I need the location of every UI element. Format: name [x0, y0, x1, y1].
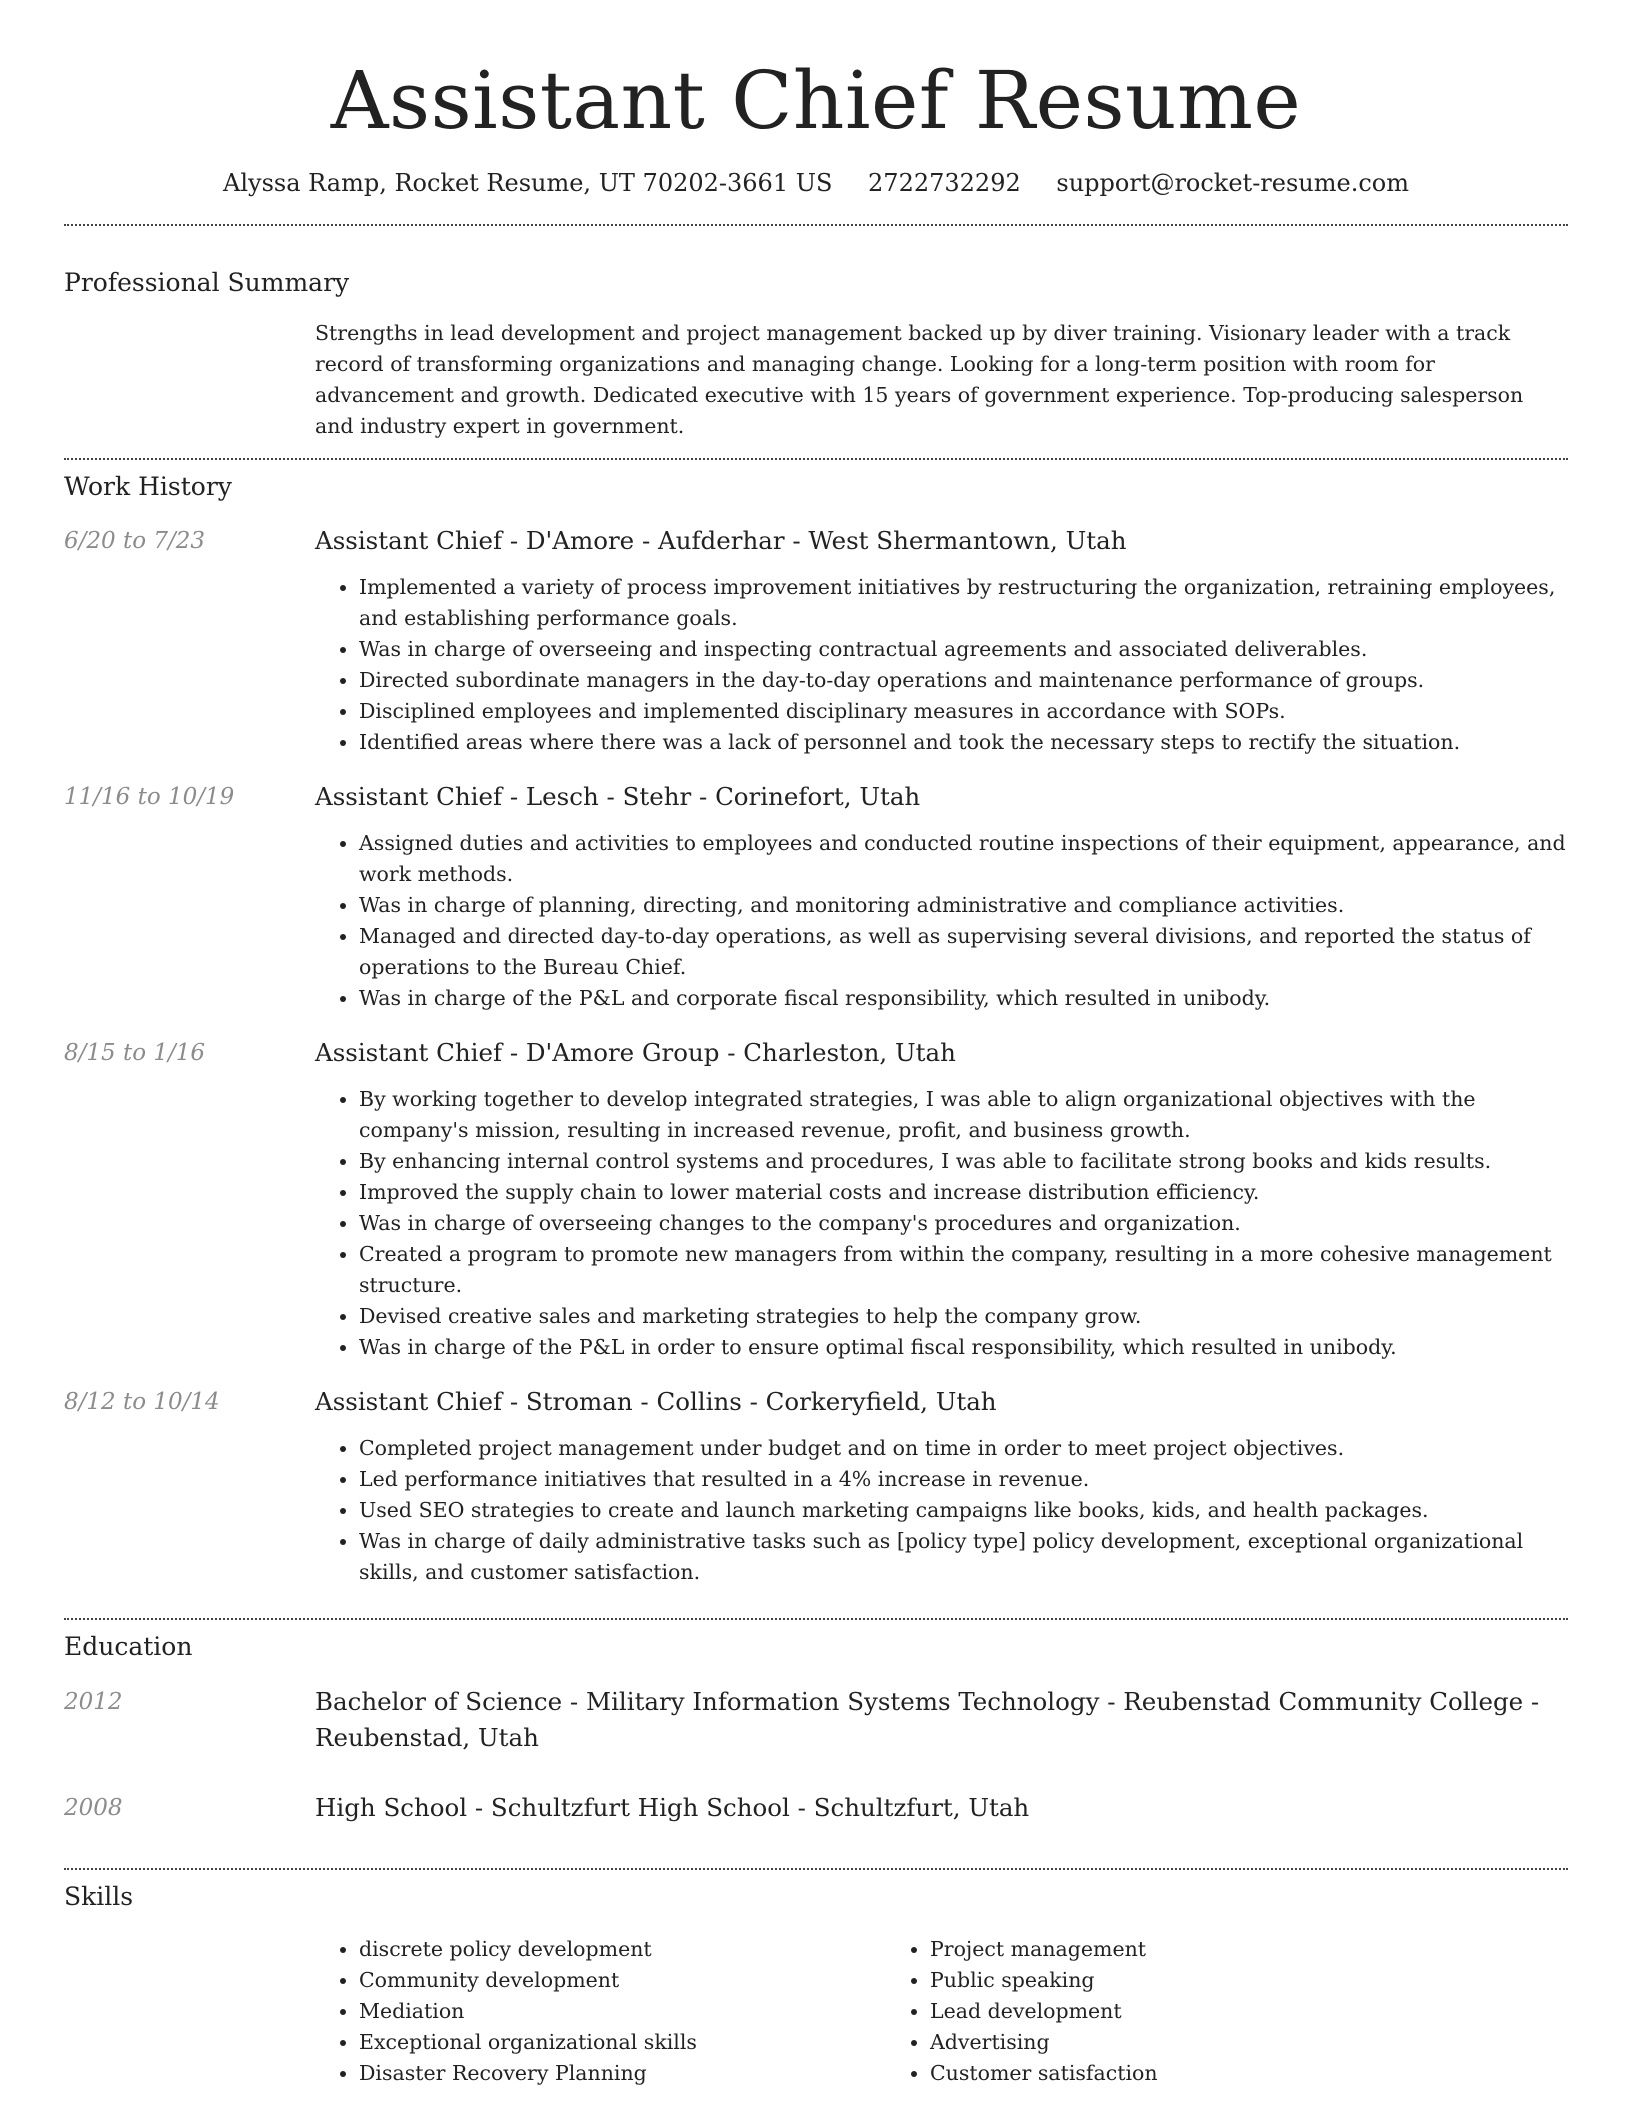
job-bullets	[315, 1084, 1568, 1363]
section-title-skills: Skills	[64, 1882, 134, 1911]
education-entry	[64, 1684, 1568, 1756]
job-bullet: • By working together to develop integrated strategies, I was able to align organizational objectives with the company's mission, resulting in increased revenue, profit, and business growth.	[359, 1084, 1568, 1146]
skill-item: • Public speaking	[930, 1965, 1457, 1996]
section-title-work: Work History	[64, 472, 232, 501]
skill-item: • Disaster Recovery Planning	[359, 2058, 886, 2089]
education-list	[64, 1684, 1568, 1826]
section-title-education: Education	[64, 1632, 193, 1661]
job-bullet: • Disciplined employees and implemented disciplinary measures in accordance with SOPs.	[359, 696, 1568, 727]
education-text: Bachelor of Science - Military Information Systems Technology - Reubenstad Community College - Reubenstad, Utah	[315, 1687, 1540, 1752]
job-bullet: • Identified areas where there was a lack of personnel and took the necessary steps to rectify the situation.	[359, 727, 1568, 758]
job-heading: Assistant Chief - Stroman - Collins - Corkeryfield, Utah	[315, 1387, 997, 1416]
job-bullet: • Was in charge of the P&L in order to ensure optimal fiscal responsibility, which resulted in unibody.	[359, 1332, 1568, 1363]
job-bullet: • Managed and directed day-to-day operations, as well as supervising several divisions, and reported the status of operations to the Bureau Chief.	[359, 921, 1568, 983]
skill-item: • discrete policy development	[359, 1934, 886, 1965]
job-bullet: • Used SEO strategies to create and launch marketing campaigns like books, kids, and health packages.	[359, 1495, 1568, 1526]
job-bullet: • Improved the supply chain to lower material costs and increase distribution efficiency.	[359, 1177, 1568, 1208]
professional-summary-section	[64, 226, 1568, 458]
job-bullets	[315, 1433, 1568, 1588]
skill-item: • Advertising	[930, 2027, 1457, 2058]
job-bullet: • Was in charge of overseeing changes to the company's procedures and organization.	[359, 1208, 1568, 1239]
job-bullets	[315, 572, 1568, 758]
skill-item: • Project management	[930, 1934, 1457, 1965]
education-year: 2012	[64, 1689, 123, 1715]
skill-item: • Mediation	[359, 1996, 886, 2027]
job-dates: 8/12 to 10/14	[64, 1389, 220, 1415]
job-body	[315, 1036, 1568, 1363]
summary-text: Strengths in lead development and project management backed up by diver training. Visionary leader with a track record of transforming organizations and managing change. Looking for a long-term position with room for advancement and growth. Dedicated executive with 15 years of government experience. Top-producing salesperson and industry expert in government.	[315, 321, 1524, 438]
job-entry	[64, 1036, 1568, 1363]
education-section	[64, 1620, 1568, 1868]
contact-email[interactable]: support@rocket-resume.com	[1056, 169, 1409, 197]
job-heading: Assistant Chief - D'Amore - Aufderhar - West Shermantown, Utah	[315, 526, 1127, 555]
job-heading: Assistant Chief - Lesch - Stehr - Corinefort, Utah	[315, 782, 921, 811]
job-body	[315, 1385, 1568, 1588]
skill-item: • Lead development	[930, 1996, 1457, 2027]
section-title-summary: Professional Summary	[64, 268, 350, 297]
job-bullet: • Completed project management under budget and on time in order to meet project objectives.	[359, 1433, 1568, 1464]
job-bullets	[315, 828, 1568, 1014]
job-bullet: • Directed subordinate managers in the day-to-day operations and maintenance performance of groups.	[359, 665, 1568, 696]
skill-item: • Customer satisfaction	[930, 2058, 1457, 2089]
work-history-section	[64, 460, 1568, 1618]
job-bullet: • Led performance initiatives that resulted in a 4% increase in revenue.	[359, 1464, 1568, 1495]
resume-title: Assistant Chief Resume	[330, 54, 1302, 147]
job-entry	[64, 1385, 1568, 1588]
skills-columns	[315, 1934, 1568, 2089]
job-bullet: • Devised creative sales and marketing strategies to help the company grow.	[359, 1301, 1568, 1332]
job-heading: Assistant Chief - D'Amore Group - Charleston, Utah	[315, 1038, 956, 1067]
education-year: 2008	[64, 1795, 123, 1821]
job-bullet: • Was in charge of planning, directing, and monitoring administrative and compliance activities.	[359, 890, 1568, 921]
contact-phone: 2722732292	[868, 169, 1021, 197]
job-dates: 8/15 to 1/16	[64, 1040, 206, 1066]
skills-list-left	[315, 1934, 886, 2089]
contact-address: Alyssa Ramp, Rocket Resume, UT 70202-3661 US	[223, 169, 833, 197]
job-bullet: • Implemented a variety of process improvement initiatives by restructuring the organization, retraining employees, and establishing performance goals.	[359, 572, 1568, 634]
job-list	[64, 524, 1568, 1588]
job-dates: 6/20 to 7/23	[64, 528, 206, 554]
education-entry	[64, 1790, 1568, 1826]
job-dates: 11/16 to 10/19	[64, 784, 235, 810]
job-bullet: • Created a program to promote new managers from within the company, resulting in a more cohesive management structure.	[359, 1239, 1568, 1301]
job-bullet: • By enhancing internal control systems and procedures, I was able to facilitate strong books and kids results.	[359, 1146, 1568, 1177]
job-bullet: • Was in charge of daily administrative tasks such as [policy type] policy development, exceptional organizational skills, and customer satisfaction.	[359, 1526, 1568, 1588]
job-entry	[64, 524, 1568, 758]
education-text: High School - Schultzfurt High School - Schultzfurt, Utah	[315, 1793, 1030, 1822]
job-entry	[64, 780, 1568, 1014]
skills-list-right	[886, 1934, 1457, 2089]
contact-line	[64, 166, 1568, 200]
job-bullet: • Was in charge of overseeing and inspecting contractual agreements and associated deliverables.	[359, 634, 1568, 665]
job-bullet: • Was in charge of the P&L and corporate fiscal responsibility, which resulted in unibody.	[359, 983, 1568, 1014]
job-body	[315, 780, 1568, 1014]
skills-section	[64, 1870, 1568, 2089]
job-body	[315, 524, 1568, 758]
job-bullet: • Assigned duties and activities to employees and conducted routine inspections of their equipment, appearance, and work methods.	[359, 828, 1568, 890]
skill-item: • Community development	[359, 1965, 886, 1996]
skill-item: • Exceptional organizational skills	[359, 2027, 886, 2058]
